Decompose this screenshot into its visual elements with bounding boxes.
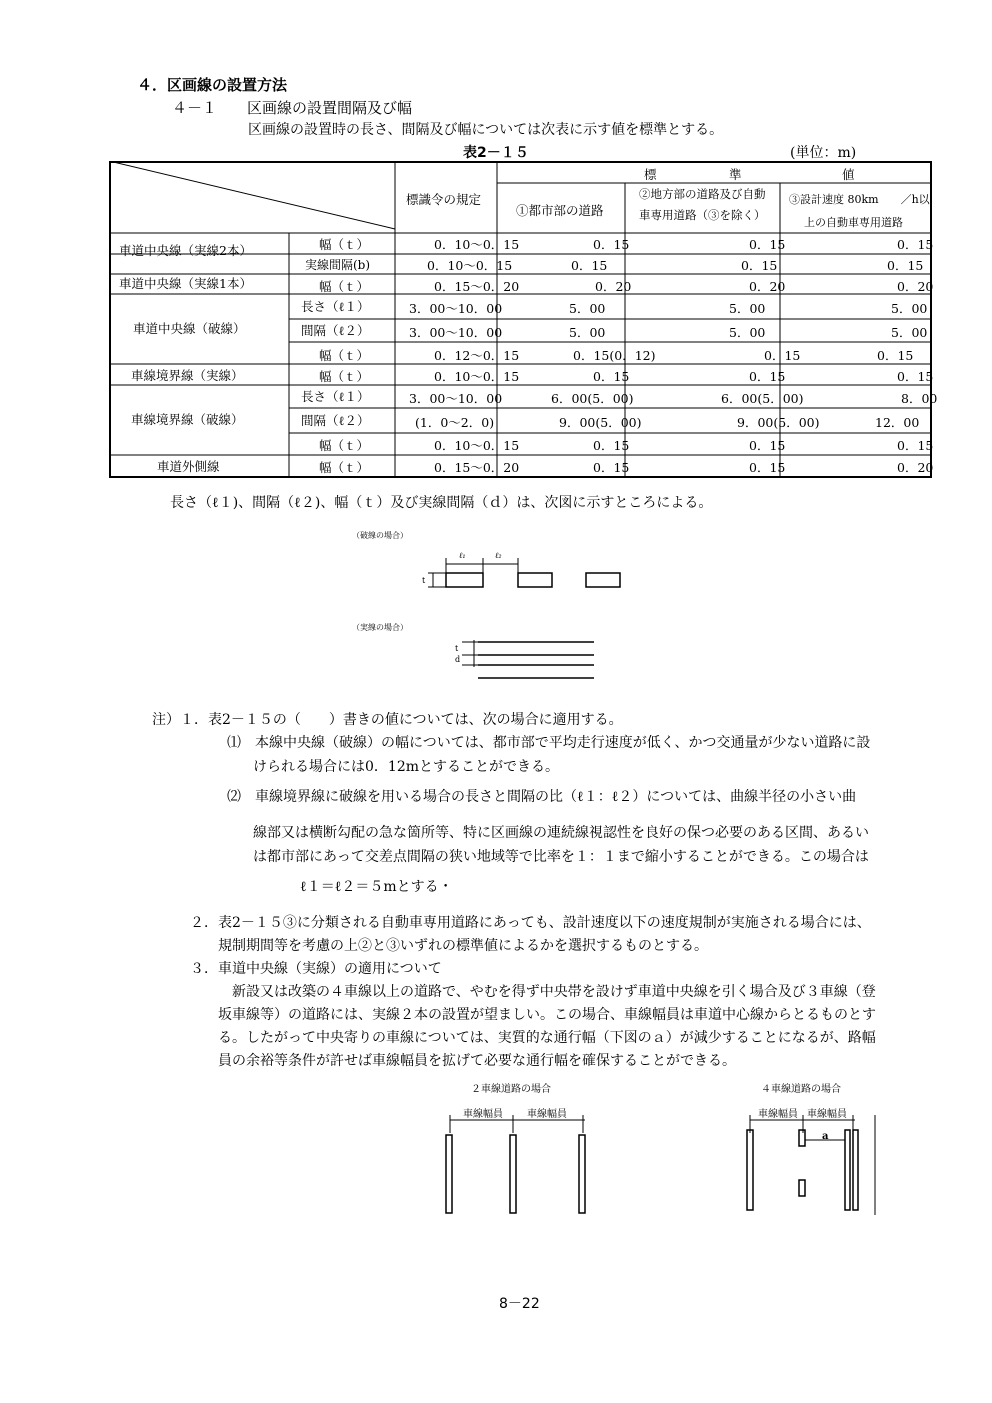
row-v3: 0．20: [897, 279, 934, 294]
note-1-1a: ⑴ 本線中央線（破線）の幅については、都市部で平均走行速度が低く、かつ交通量が少ない道路に設: [227, 735, 871, 751]
row-v1: 0．15(0．12): [573, 348, 656, 363]
row-reg: 0．10～0．15: [427, 258, 513, 273]
header-col2-l2: 車専用道路（③を除く）: [639, 208, 766, 222]
page-number: 8－22: [499, 1296, 540, 1312]
note-3a: 新設又は改築の４車線以上の道路で、やむを得ず中央帯を設けず車道中央線を引く場合及び３車線（登: [232, 984, 876, 1000]
row-reg: 3．00～10．00: [409, 301, 503, 316]
row-reg: 3．00～10．00: [409, 391, 503, 406]
row-reg: 0．15～0．20: [434, 460, 520, 475]
row-v3: 0．15: [877, 348, 914, 363]
row-reg: 0．15～0．20: [434, 279, 520, 294]
header-col1: ①都市部の道路: [516, 203, 604, 218]
row-reg: 0．10～0．15: [434, 438, 520, 453]
row-item: 間隔（ℓ２）: [301, 323, 370, 338]
two-lane-width-1: 車線幅員: [463, 1109, 503, 1120]
row-v2: 5．00: [729, 325, 766, 340]
note-3d: 員の余裕等条件が許せば車線幅員を拡げて必要な通行幅を確保することができる。: [218, 1053, 736, 1069]
row-v2: 0．15: [749, 438, 786, 453]
row-v2: 0．15: [749, 369, 786, 384]
row-v3: 0．15: [897, 237, 934, 252]
row-v2: 0．20: [749, 279, 786, 294]
row-item: 幅（ｔ）: [319, 348, 370, 363]
l2-label: ℓ₂: [495, 551, 502, 560]
row-v3: 0．15: [887, 258, 924, 273]
header-col3-l2: 上の自動車専用道路: [804, 216, 903, 229]
two-lane-title: ２車線道路の場合: [471, 1084, 551, 1095]
l1-label: ℓ₁: [459, 551, 466, 560]
section-heading: ４．区画線の設置方法: [137, 76, 288, 94]
row-item: 幅（ｔ）: [319, 460, 370, 475]
row-v2: 9．00(5．00): [737, 415, 820, 430]
standards-table: [109, 161, 938, 478]
table-unit: (単位：m): [790, 145, 857, 161]
row-v1: 0．15: [571, 258, 608, 273]
row-v2: 0．15: [764, 348, 801, 363]
row-v1: 0．15: [593, 237, 630, 252]
row-v2: 0．15: [741, 258, 778, 273]
dashed-solid-drawing: [338, 520, 628, 685]
header-regulation: 標識令の規定: [406, 192, 482, 207]
row-v1: 5．00: [569, 301, 606, 316]
note-1-2d: ℓ１＝ℓ２＝５mとする・: [300, 879, 453, 895]
intro-text: 区画線の設置時の長さ、間隔及び幅については次表に示す値を標準とする。: [248, 122, 724, 138]
dashed-case-label: （破線の場合）: [352, 531, 408, 540]
note-1-2b: 線部又は横断勾配の急な箇所等、特に区画線の連続線視認性を良好の保つ必要のある区間、あるい: [253, 825, 869, 841]
row-reg: 0．10～0．15: [434, 369, 520, 384]
row-v3: 8．00: [901, 391, 938, 406]
table-caption: 表2－１５: [463, 145, 529, 161]
row-item: 幅（ｔ）: [319, 438, 370, 453]
row-v1: 0．15: [593, 460, 630, 475]
note-1-2a: ⑵ 車線境界線に破線を用いる場合の長さと間隔の比（ℓ１：ℓ２）については、曲線半径の小さい曲: [227, 789, 857, 805]
four-lane-title: ４車線道路の場合: [761, 1084, 841, 1095]
header-standard-1: 標: [644, 167, 657, 182]
row-v3: 0．15: [897, 438, 934, 453]
subsection-heading: ４－１ 区画線の設置間隔及び幅: [172, 99, 413, 117]
row-item: 長さ（ℓ１）: [301, 299, 370, 314]
row-v1: 0．20: [595, 279, 632, 294]
row-v3: 5．00: [891, 325, 928, 340]
group-label: 車道中央線（破線）: [133, 321, 246, 336]
note-1-1b: けられる場合には0．12mとすることができる。: [253, 759, 559, 775]
t-label-solid: t: [455, 644, 459, 653]
header-col3-l1: ③設計速度 80km ／h以: [789, 193, 930, 206]
row-v2: 6．00(5．00): [721, 391, 804, 406]
after-table-text: 長さ（ℓ１)、間隔（ℓ２)、幅（ｔ）及び実線間隔（ｄ）は、次図に示すところによる。: [170, 495, 713, 511]
note-2a: ２．表2－１５③に分類される自動車専用道路にあっても、設計速度以下の速度規制が実施される場合には、: [190, 915, 871, 931]
header-standard-2: 準: [729, 167, 742, 182]
row-v3: 0．15: [897, 369, 934, 384]
t-label-dashed: t: [422, 576, 426, 585]
four-lane-width-1: 車線幅員: [758, 1109, 798, 1120]
note-1-2c: は都市部にあって交差点間隔の狭い地域等で比率を１：１まで縮小することができる。この場合は: [253, 849, 869, 865]
note-3c: る。したがって中央寄りの車線については、実質的な通行幅（下図のａ）が減少することになるが、路幅: [218, 1030, 876, 1046]
a-label: a: [822, 1131, 829, 1142]
lane-drawing: [425, 1075, 880, 1220]
row-v1: 0．15: [593, 438, 630, 453]
lane-width-figure: [425, 1075, 880, 1220]
row-v3: 12．00: [875, 415, 920, 430]
row-item: 実線間隔(b): [305, 258, 371, 272]
group-label: 車道外側線: [157, 459, 220, 474]
row-reg: 0．12～0．15: [434, 348, 520, 363]
note-2b: 規制期間等を考慮の上②と③いずれの標準値によるかを選択するものとする。: [218, 938, 708, 954]
row-v1: 9．00(5．00): [559, 415, 642, 430]
row-item: 幅（ｔ）: [319, 237, 370, 252]
row-v3: 0．20: [897, 460, 934, 475]
row-reg: 0．10～0．15: [434, 237, 520, 252]
row-item: 幅（ｔ）: [319, 279, 370, 294]
header-standard-3: 値: [842, 167, 855, 182]
note-3: ３．車道中央線（実線）の適用について: [190, 961, 442, 977]
two-lane-width-2: 車線幅員: [527, 1109, 567, 1120]
row-v2: 0．15: [749, 460, 786, 475]
note-1: 注）１．表2－１５の（ ）書きの値については、次の場合に適用する。: [152, 712, 623, 728]
note-3b: 坂車線等）の道路には、実線２本の設置が望ましい。この場合、車線幅員は車道中心線からとるものとす: [218, 1007, 876, 1023]
row-v1: 5．00: [569, 325, 606, 340]
row-reg: 3．00～10．00: [409, 325, 503, 340]
group-label: 車線境界線（実線）: [131, 368, 244, 383]
group-label: 車線境界線（破線）: [131, 412, 244, 427]
row-v2: 5．00: [729, 301, 766, 316]
solid-case-label: （実線の場合）: [352, 623, 408, 632]
d-label: d: [455, 655, 461, 664]
row-item: 幅（ｔ）: [319, 369, 370, 384]
header-col2-l1: ②地方部の道路及び自動: [639, 187, 766, 201]
row-v3: 5．00: [891, 301, 928, 316]
row-v1: 6．00(5．00): [551, 391, 634, 406]
four-lane-width-2: 車線幅員: [807, 1109, 847, 1120]
group-label: 車道中央線（実線1本）: [119, 276, 252, 291]
row-item: 間隔（ℓ２）: [301, 413, 370, 428]
row-reg: (1．0～2．0): [415, 415, 495, 430]
row-item: 長さ（ℓ１）: [301, 389, 370, 404]
row-v1: 0．15: [593, 369, 630, 384]
line-dimension-figure: [338, 520, 628, 685]
row-v2: 0．15: [749, 237, 786, 252]
group-label: 車道中央線（実線2本）: [119, 243, 252, 258]
